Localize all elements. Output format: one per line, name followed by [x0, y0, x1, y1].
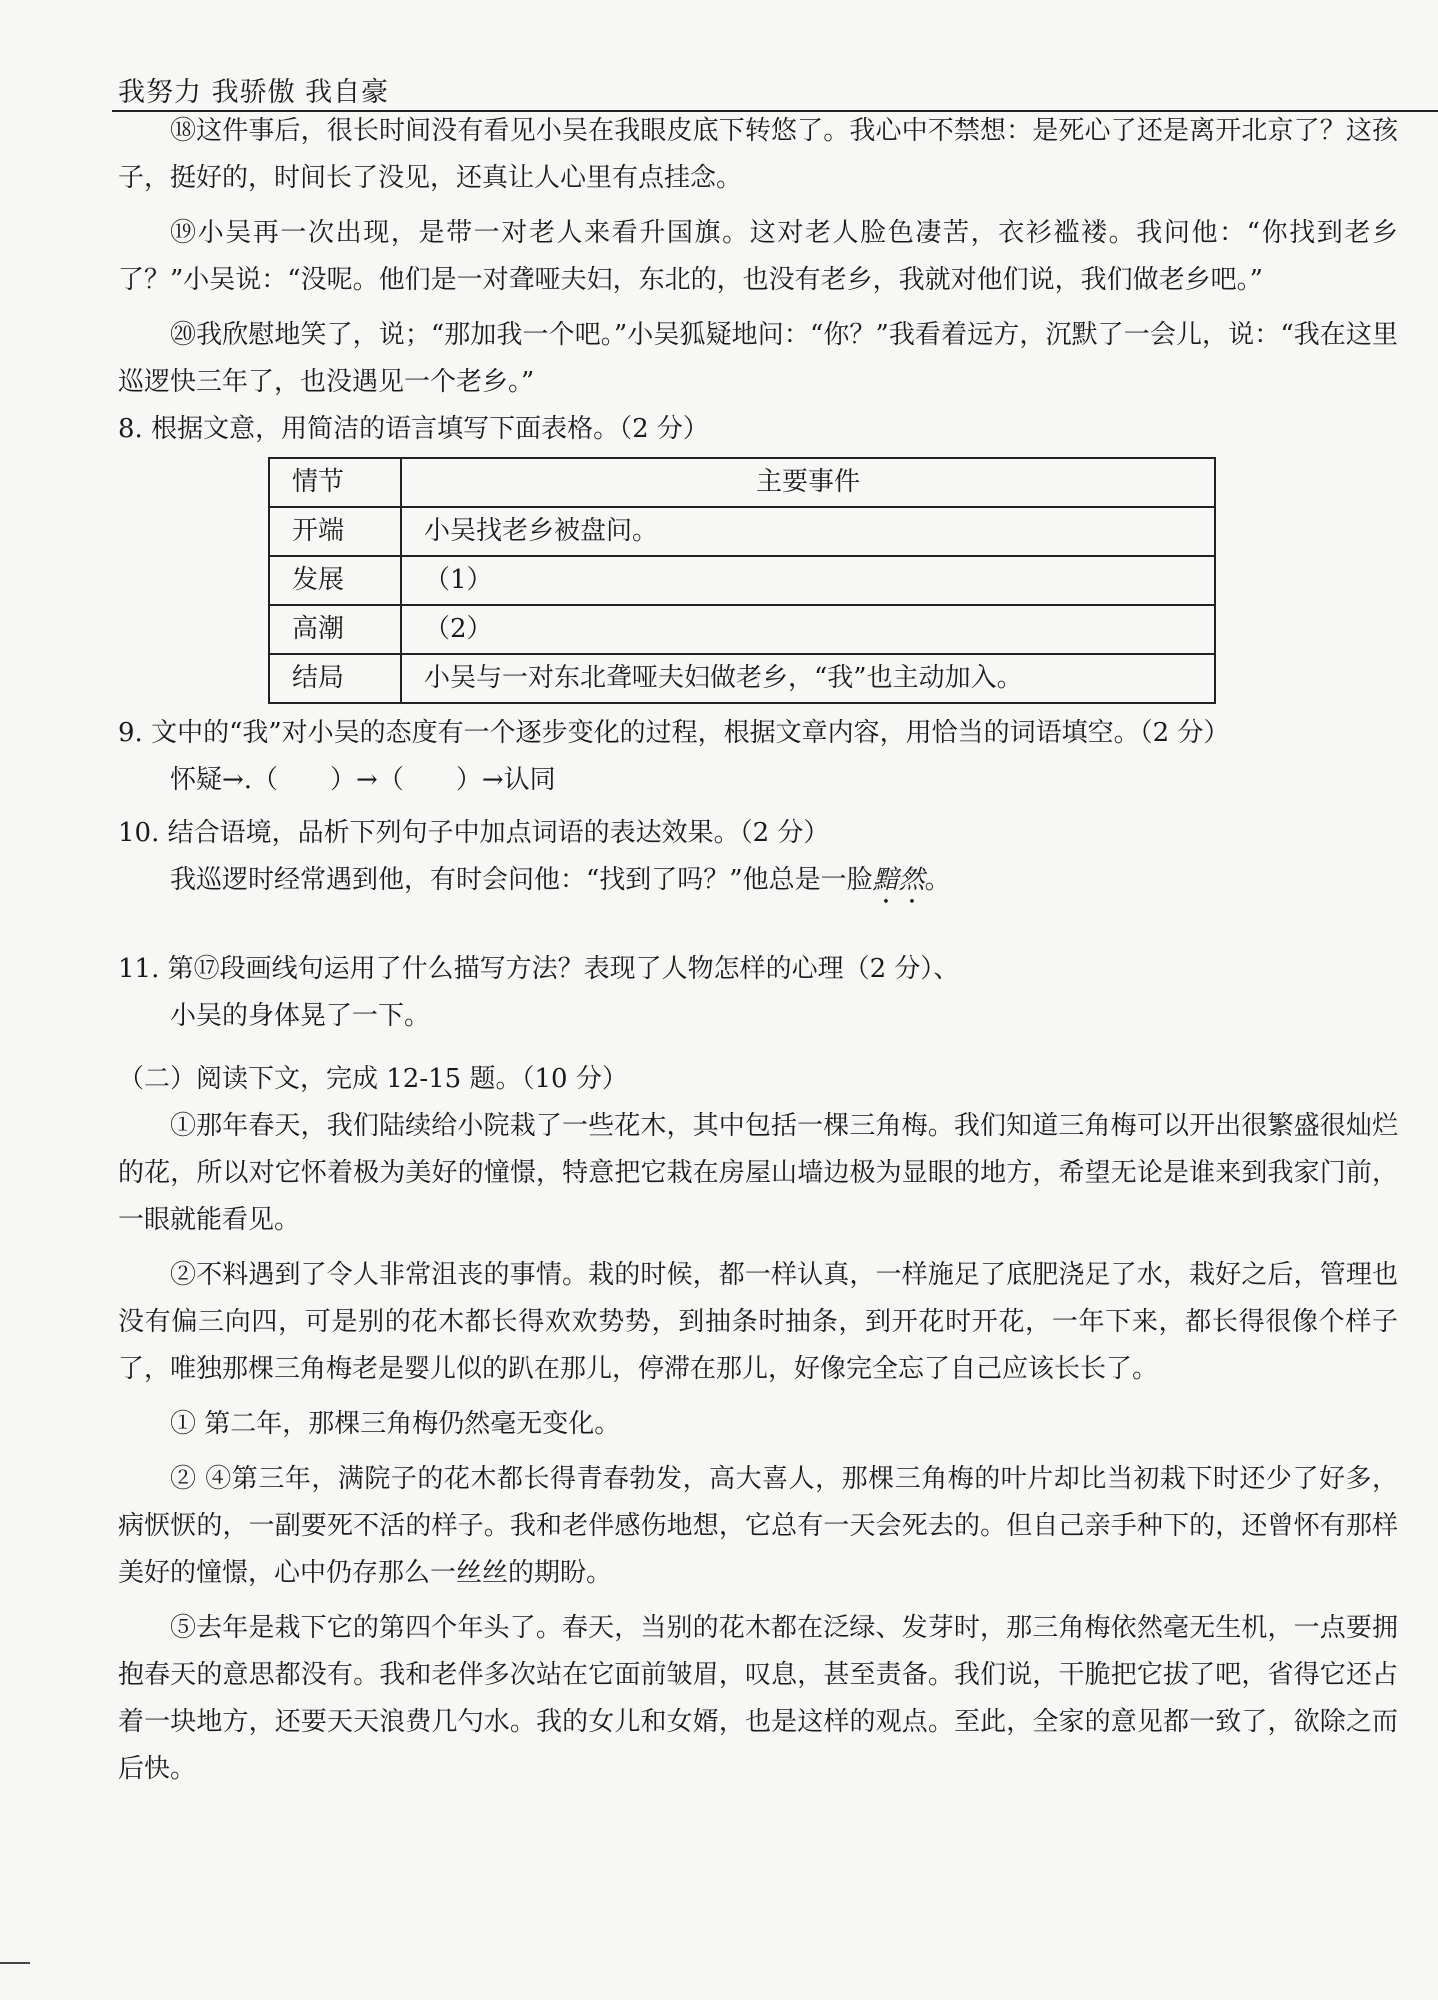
paragraph-20: ⑳我欣慰地笑了，说；“那加我一个吧。”小吴狐疑地问：“你？”我看着远方，沉默了一会儿，说：“我在这里巡逻快三年了，也没遇见一个老乡。” [118, 320, 1398, 397]
plot-event-cell: （2） [401, 605, 1215, 654]
plot-table-row [269, 507, 1215, 556]
plot-table-header-event: 主要事件 [401, 458, 1215, 507]
plot-table [268, 457, 1216, 704]
question-11 [118, 946, 1398, 1040]
plot-event-cell: 小吴找老乡被盘问。 [401, 507, 1215, 556]
section-2-heading: （二）阅读下文，完成 12-15 题。（10 分） [118, 1064, 628, 1094]
dotted-word: 黯然 [872, 865, 925, 895]
question-9-answer-line: 怀疑→.（ ）→（ ）→认同 [170, 765, 556, 795]
page-edge-mark [0, 1962, 30, 1964]
section-2-paragraph-5: ⑤去年是栽下它的第四个年头了。春天，当别的花木都在泛绿、发芽时，那三角梅依然毫无生机，一点要拥抱春天的意思都没有。我和老伴多次站在它面前皱眉，叹息，甚至责备。我们说，干脆把它拔了吧，省得它还占着一块地方，还要天天浪费几勺水。我的女儿和女婿，也是这样的观点。至此，全家的意见都一致了，欲除之而后快。 [118, 1613, 1398, 1784]
plot-table-row [269, 605, 1215, 654]
question-8 [118, 406, 1398, 704]
plot-stage-cell: 结局 [269, 654, 401, 703]
section-2-paragraph-1: ①那年春天，我们陆续给小院栽了一些花木，其中包括一棵三角梅。我们知道三角梅可以开出很繁盛很灿烂的花，所以对它怀着极为美好的憧憬，特意把它栽在房屋山墙边极为显眼的地方，希望无论是谁来到我家门前，一眼就能看见。 [118, 1111, 1398, 1235]
question-8-prompt: 8. 根据文意，用简洁的语言填写下面表格。（2 分） [118, 414, 709, 444]
section-2-paragraph-3: ① 第二年，那棵三角梅仍然毫无变化。 [170, 1409, 621, 1439]
question-10-prompt: 10. 结合语境，品析下列句子中加点词语的表达效果。（2 分） [118, 818, 830, 848]
paragraph-18: ⑱这件事后，很长时间没有看见小吴在我眼皮底下转悠了。我心中不禁想：是死心了还是离开北京了？这孩子，挺好的，时间长了没见，还真让人心里有点挂念。 [118, 116, 1398, 193]
question-9 [118, 710, 1398, 804]
plot-table-row [269, 556, 1215, 605]
question-11-prompt: 11. 第⑰段画线句运用了什么描写方法？表现了人物怎样的心理（2 分）、 [118, 954, 960, 984]
plot-event-cell: （1） [401, 556, 1215, 605]
question-10 [118, 810, 1398, 910]
section-2-paragraph-2: ②不料遇到了令人非常沮丧的事情。栽的时候，都一样认真，一样施足了底肥浇足了水，栽好之后，管理也没有偏三向四，可是别的花木都长得欢欢势势，到抽条时抽条，到开花时开花，一年下来，都长得很像个样子了，唯独那棵三角梅老是婴儿似的趴在那儿，停滞在那儿，好像完全忘了自己应该长长了。 [118, 1260, 1398, 1384]
plot-stage-cell: 发展 [269, 556, 401, 605]
plot-table-header-row [269, 458, 1215, 507]
plot-stage-cell: 开端 [269, 507, 401, 556]
plot-stage-cell: 高潮 [269, 605, 401, 654]
document-body [118, 108, 1398, 1801]
plot-table-row [269, 654, 1215, 703]
question-11-quote: 小吴的身体晃了一下。 [170, 1001, 431, 1031]
question-10-sentence [170, 857, 1398, 910]
section-2-paragraph-4: ② ④第三年，满院子的花木都长得青春勃发，高大喜人，那棵三角梅的叶片却比当初栽下时还少了好多，病恹恹的，一副要死不活的样子。我和老伴感伤地想，它总有一天会死去的。但自己亲手种下的，还曾怀有那样美好的憧憬，心中仍存那么一丝丝的期盼。 [118, 1464, 1398, 1588]
plot-table-header-stage: 情节 [269, 458, 401, 507]
paragraph-19: ⑲小吴再一次出现，是带一对老人来看升国旗。这对老人脸色凄苦，衣衫褴褛。我问他：“你找到老乡了？”小吴说：“没呢。他们是一对聋哑夫妇，东北的，也没有老乡，我就对他们说，我们做老乡吧。” [118, 218, 1398, 295]
question-10-sentence-text: 我巡逻时经常遇到他，有时会问他：“找到了吗？”他总是一脸 [170, 865, 873, 895]
question-9-prompt: 9. 文中的“我”对小吴的态度有一个逐步变化的过程，根据文章内容，用恰当的词语填空。（2 分） [118, 718, 1230, 748]
question-10-sentence-end: 。 [924, 865, 951, 895]
page-header-slogan: 我努力 我骄傲 我自豪 [118, 77, 390, 108]
plot-event-cell: 小吴与一对东北聋哑夫妇做老乡，“我”也主动加入。 [401, 654, 1215, 703]
